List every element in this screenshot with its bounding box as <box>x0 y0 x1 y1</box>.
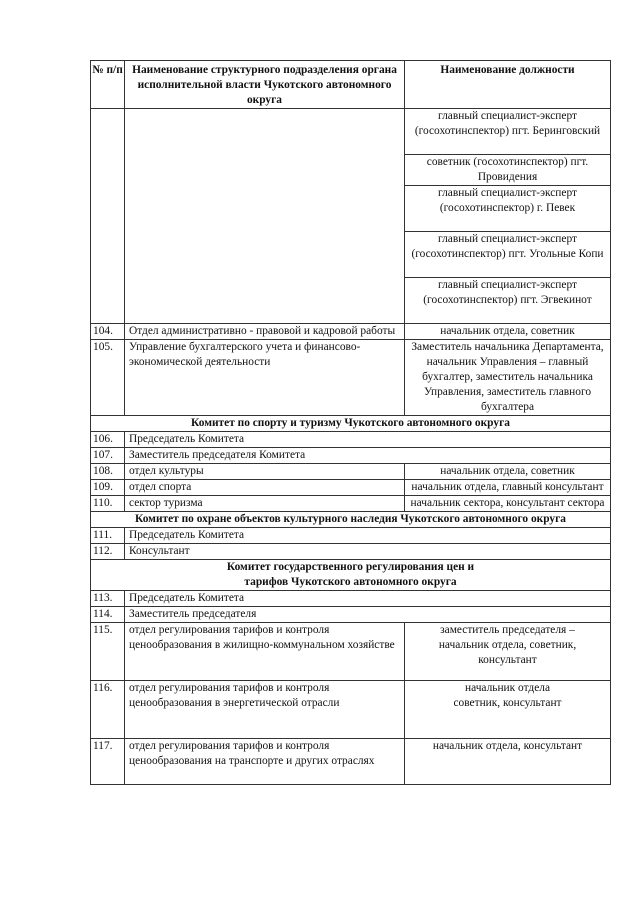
table-row: 116. отдел регулирования тарифов и контроля ценообразования в энергетической отрасли начальник отдела советник, консультант <box>91 681 611 739</box>
table-row: 108. отдел культуры начальник отдела, советник <box>91 464 611 480</box>
table-row: 107. Заместитель председателя Комитета <box>91 448 611 464</box>
table-row: 110. сектор туризма начальник сектора, консультант сектора <box>91 496 611 512</box>
table-row: 105. Управление бухгалтерского учета и финансово-экономической деятельности Заместитель начальника Департамента, начальник Управления – главный бухгалтер, заместитель начальника Управления, заместитель главного бухгалтера <box>91 340 611 416</box>
table-row: 112. Консультант <box>91 544 611 560</box>
header-position: Наименование должности <box>405 61 611 109</box>
header-num: № п/п <box>91 61 125 109</box>
section-row: Комитет государственного регулирования цен и тарифов Чукотского автономного округа <box>91 560 611 591</box>
table-row: 117. отдел регулирования тарифов и контроля ценообразования на транспорте и других отраслях начальник отдела, консультант <box>91 739 611 785</box>
continued-position: главный специалист-эксперт (госохотинспектор) г. Певек <box>405 185 610 231</box>
continued-position: советник (госохотинспектор) пгт. Провидения <box>405 154 610 185</box>
section-row: Комитет по спорту и туризму Чукотского автономного округа <box>91 416 611 432</box>
table-row: 114. Заместитель председателя <box>91 607 611 623</box>
header-unit: Наименование структурного подразделения органа исполнительной власти Чукотского автономного округа <box>125 61 405 109</box>
section-row: Комитет по охране объектов культурного наследия Чукотского автономного округа <box>91 512 611 528</box>
table-row: 104. Отдел административно - правовой и кадровой работы начальник отдела, советник <box>91 324 611 340</box>
continued-position: главный специалист-эксперт (госохотинспектор) пгт. Эгвекинот <box>405 277 610 323</box>
continued-position: главный специалист-эксперт (госохотинспектор) пгт. Беринговский <box>414 110 601 137</box>
table-row: 113. Председатель Комитета <box>91 591 611 607</box>
table-row: 111. Председатель Комитета <box>91 528 611 544</box>
positions-table <box>90 60 611 785</box>
table-row: 115. отдел регулирования тарифов и контроля ценообразования в жилищно-коммунальном хозяйстве заместитель председателя – начальник отдела, советник, консультант <box>91 623 611 681</box>
continued-positions <box>405 109 611 324</box>
continued-position: главный специалист-эксперт (госохотинспектор) пгт. Угольные Копи <box>405 231 610 277</box>
table-row: 106. Председатель Комитета <box>91 432 611 448</box>
table-header-row <box>91 61 611 109</box>
table-row <box>91 109 611 324</box>
table-row: 109. отдел спорта начальник отдела, главный консультант <box>91 480 611 496</box>
